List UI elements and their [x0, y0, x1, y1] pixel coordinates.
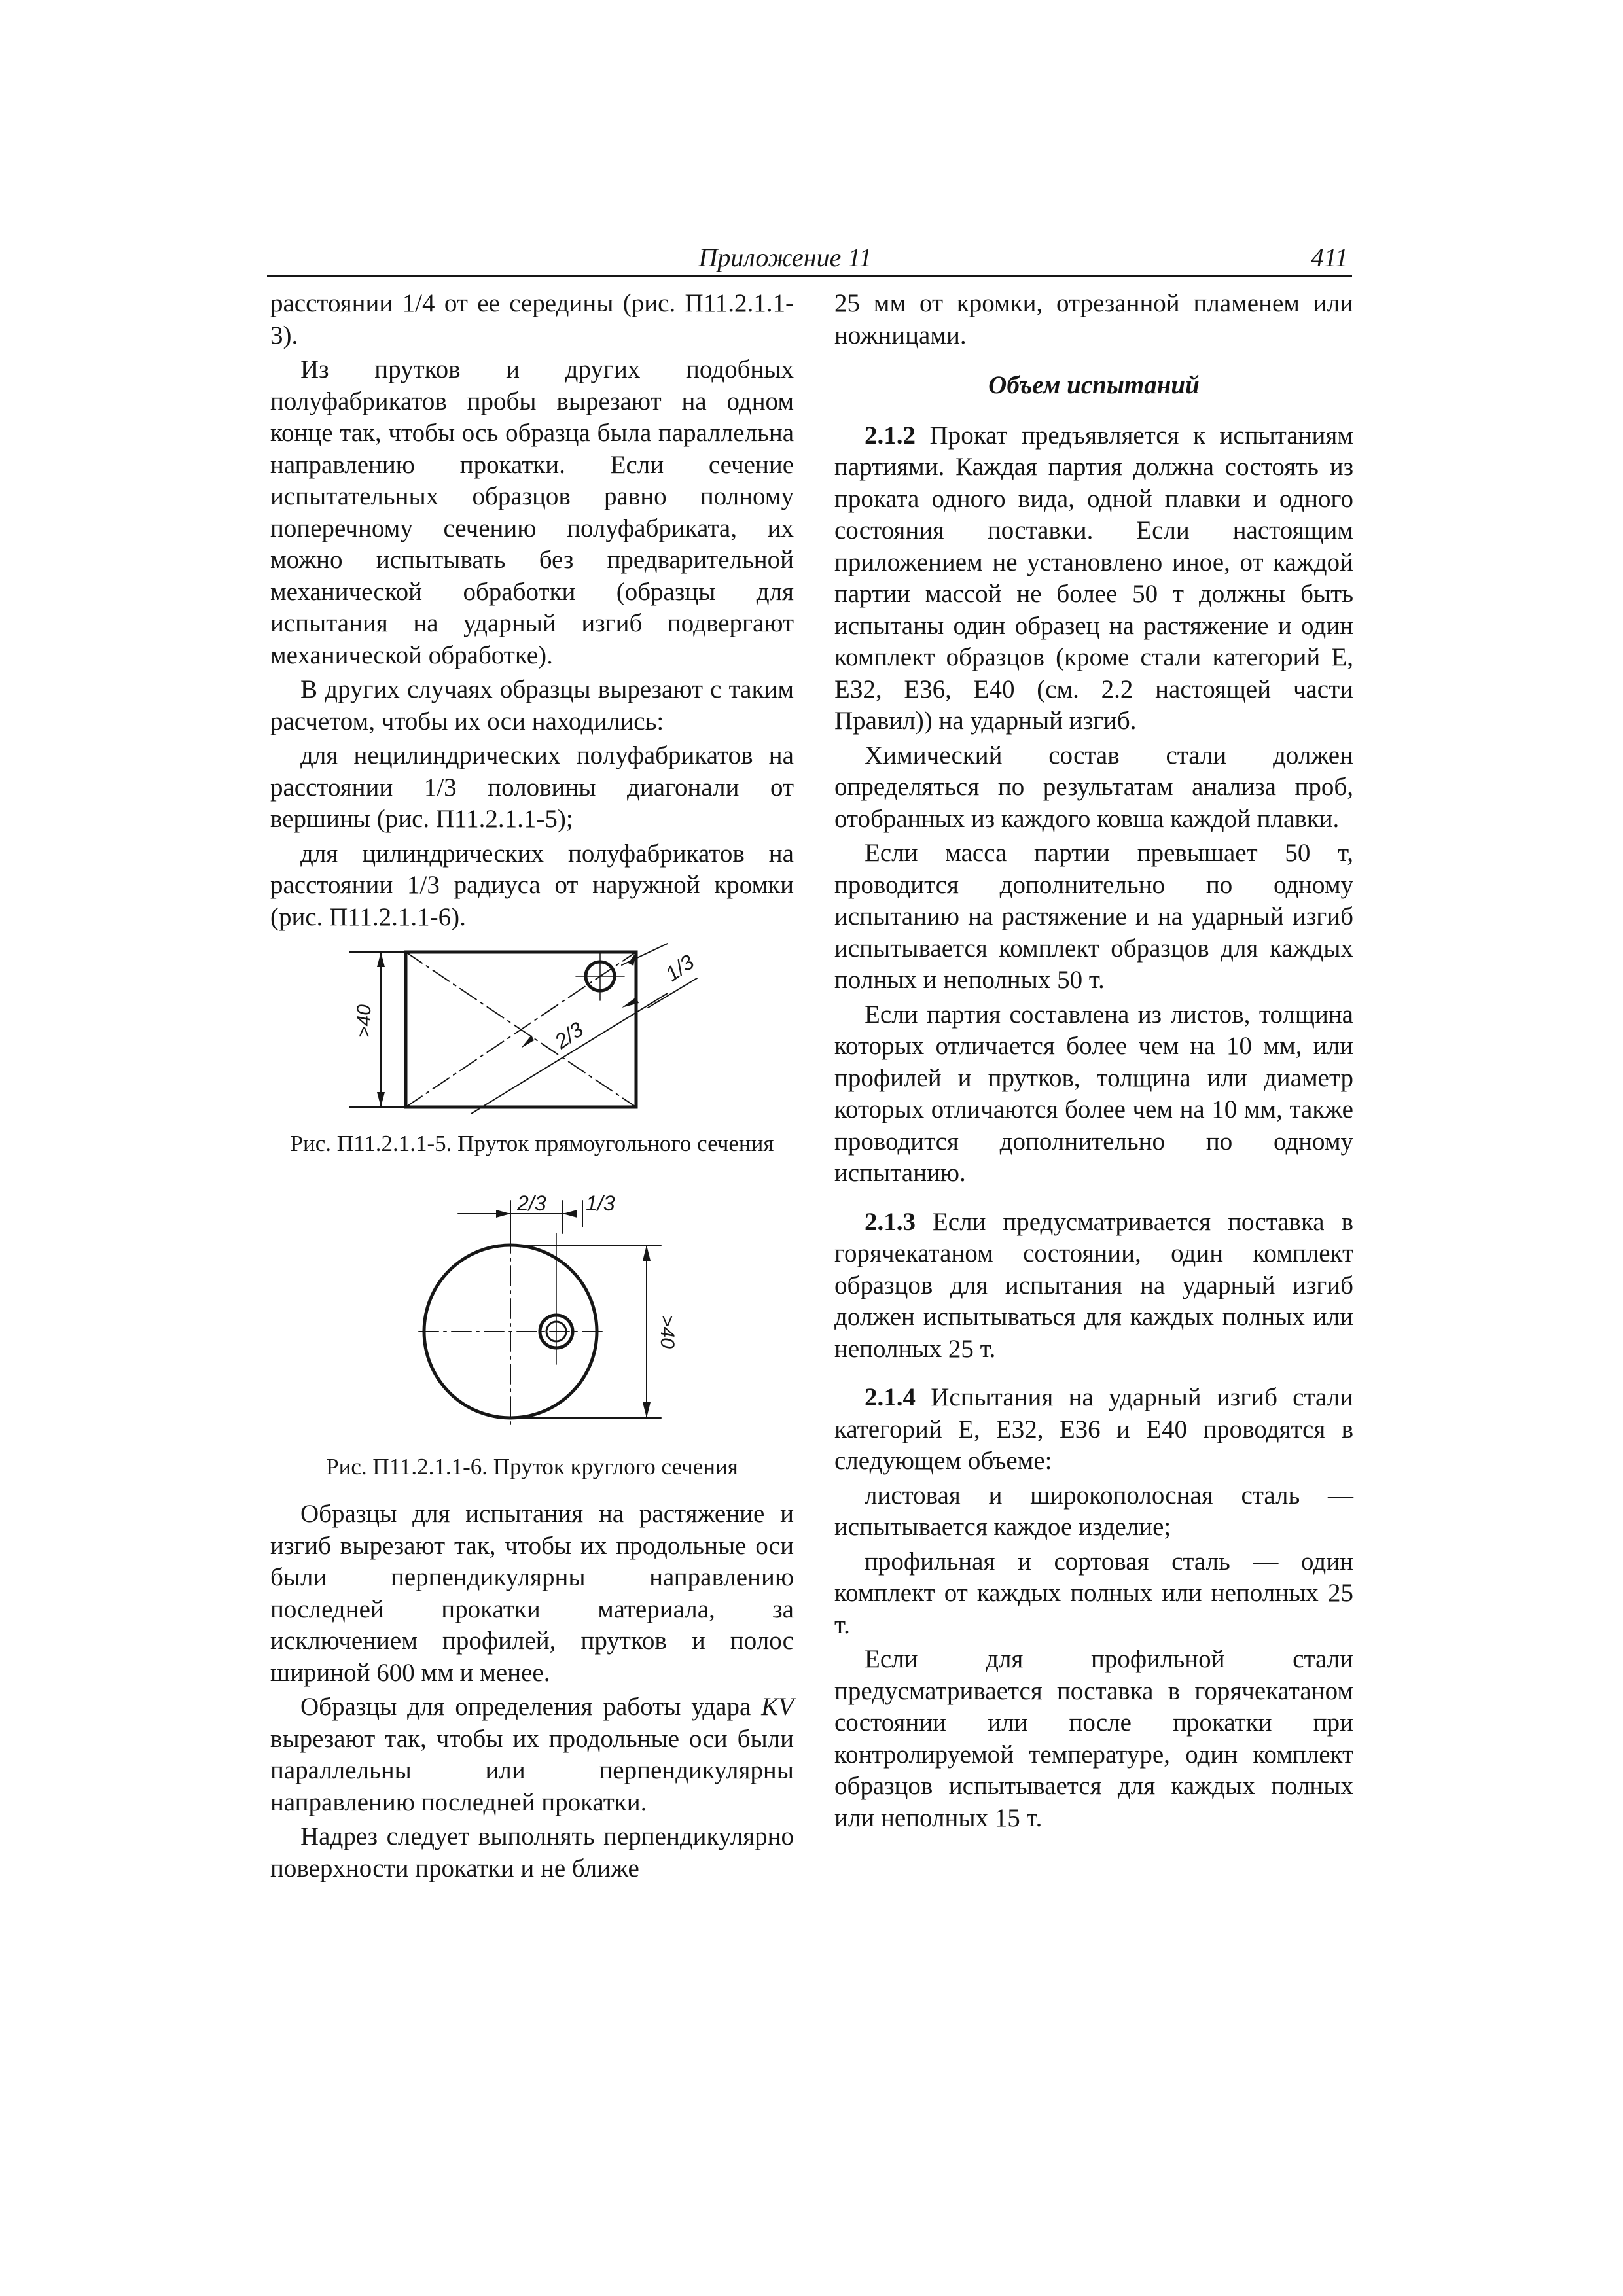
figure-rectangular-bar [340, 942, 785, 1119]
paragraph-noncylindrical: для нецилиндрических полуфабрикатов на расстоянии 1/3 половины диагонали от вершины (рис. П11.2.1.1-5); [270, 741, 794, 833]
left-column-lower [270, 1498, 794, 1887]
clause-number: 2.1.3 [865, 1207, 916, 1236]
dim-height-label: >40 [656, 1315, 678, 1349]
kv-symbol: KV [761, 1693, 794, 1721]
kv-text-before: Образцы для определения работы удара [300, 1693, 762, 1721]
paragraph-chemical-composition: Химический состав стали должен определяться по результатам анализа проб, отобранных из каждого ковша каждой плавки. [834, 741, 1353, 833]
paragraph-cylindrical: для цилиндрических полуфабрикатов на расстоянии 1/3 радиуса от наружной кромки (рис. П11.2.1.1-6). [270, 839, 794, 931]
paragraph-sheet-steel: листовая и широкополосная сталь — испытывается каждое изделие; [834, 1481, 1353, 1541]
header-rule [267, 275, 1352, 277]
clause-2-1-4 [834, 1382, 1353, 1477]
paragraph-sheets-thickness: Если партия составлена из листов, толщина которых отличается более чем на 10 мм, или профилей и прутков, толщина или диаметр которых отличаются более чем на 10 мм, также проводится дополнительно по одному испытанию. [834, 1000, 1353, 1187]
dim-two-thirds-label: 2/3 [550, 1017, 588, 1053]
figure-5-caption: Рис. П11.2.1.1-5. Пруток прямоугольного сечения [290, 1131, 774, 1156]
clause-number: 2.1.4 [865, 1383, 916, 1411]
page-number: 411 [1310, 243, 1348, 272]
paragraph-kv-specimens [270, 1691, 794, 1818]
dim-two-thirds-label: 2/3 [517, 1192, 546, 1215]
clause-text: Испытания на ударный изгиб стали категорий Е, Е32, Е36 и Е40 проводятся в следующем объеме: [834, 1383, 1353, 1475]
paragraph-other-cases: В других случаях образцы вырезают с таким расчетом, чтобы их оси находились: [270, 675, 794, 735]
dim-height-label: >40 [353, 1004, 375, 1038]
kv-text-after: вырезают так, чтобы их продольные оси были параллельны или перпендикулярны направлению последней прокатки. [270, 1724, 794, 1816]
paragraph-continuation: 25 мм от кромки, отрезанной пламенем или ножницами. [834, 289, 1353, 349]
paragraph-bars: Из прутков и других подобных полуфабрикатов пробы вырезают на одном конце так, чтобы ось образца была параллельна направлению прокатки. Если сечение испытательных образцов равно полному поперечному сечению полуфабриката, их можно испытывать без предварительной механической обработки (образцы для испытания на ударный изгиб подвергают механической обработке). [270, 355, 794, 669]
clause-text: Прокат предъявляется к испытаниям партиями. Каждая партия должна состоять из проката одного вида, одной плавки и одного состояния поставки. Если настоящим приложением не установлено иное, от каждой партии массой не более 50 т должны быть испытаны один образец на растяжение и один комплект образцов (кроме стали категорий Е, Е32, Е36, Е40 (см. 2.2 настоящей части Правил)) на ударный изгиб. [834, 421, 1353, 735]
clause-2-1-2 [834, 420, 1353, 737]
right-column [834, 288, 1353, 1837]
section-heading: Объем испытаний [988, 371, 1200, 399]
left-column-upper [270, 288, 794, 936]
paragraph-profile-steel: профильная и сортовая сталь — один комплект от каждых полных или неполных 25 т. [834, 1547, 1353, 1639]
clause-2-1-3 [834, 1207, 1353, 1366]
paragraph-continuation: расстоянии 1/4 от ее середины (рис. П11.2.1.1-3). [270, 289, 794, 349]
paragraph-profile-hot-rolled: Если для профильной стали предусматривается поставка в горячекатаном состоянии или после прокатки при контролируемой температуре, один комплект образцов испытывается для каждых полных или неполных 15 т. [834, 1645, 1353, 1832]
dim-one-third-label: 1/3 [586, 1192, 615, 1215]
paragraph-batch-mass: Если масса партии превышает 50 т, проводится дополнительно по одному испытанию на растяжение и на ударный изгиб испытывается комплект образцов для каждых полных и неполных 50 т. [834, 839, 1353, 994]
clause-number: 2.1.2 [865, 421, 916, 450]
figure-6-caption: Рис. П11.2.1.1-6. Пруток круглого сечения [326, 1454, 738, 1479]
paragraph-tensile-specimens: Образцы для испытания на растяжение и изгиб вырезают так, чтобы их продольные оси были перпендикулярны направлению последней прокатки материала, за исключением профилей, прутков и полос шириной 600 мм и менее. [270, 1500, 794, 1687]
figure-round-bar [406, 1188, 681, 1436]
running-header-title: Приложение 11 [698, 243, 872, 272]
clause-text: Если предусматривается поставка в горячекатаном состоянии, один комплект образцов для испытания на ударный изгиб должен испытываться для каждых полных или неполных 25 т. [834, 1207, 1353, 1363]
dim-one-third-label: 1/3 [661, 949, 699, 986]
paragraph-notch: Надрез следует выполнять перпендикулярно поверхности прокатки и не ближе [270, 1822, 794, 1882]
